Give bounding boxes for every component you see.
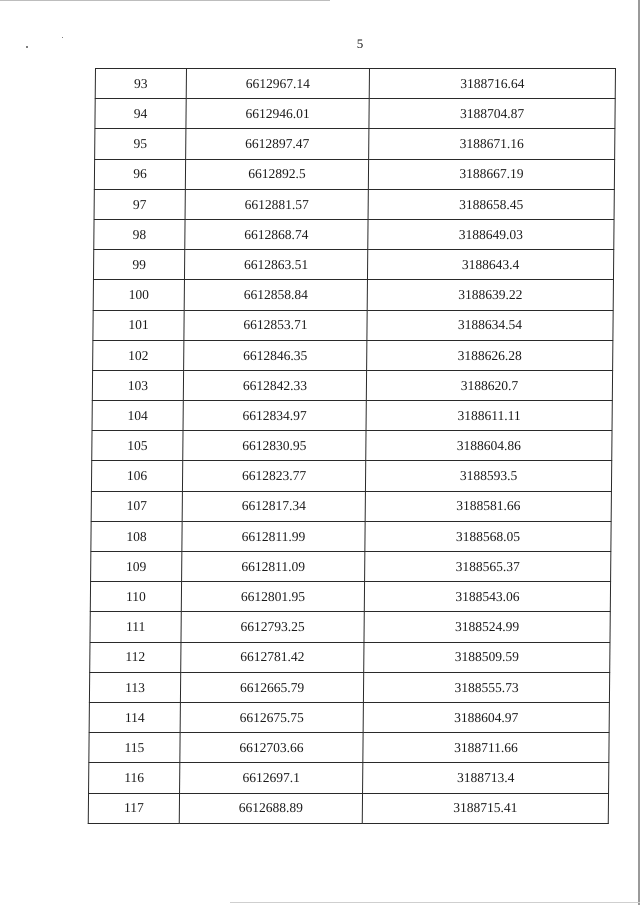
x-coordinate-cell: 6612897.47 — [186, 129, 369, 159]
x-coordinate-cell: 6612665.79 — [180, 672, 363, 702]
y-coordinate-cell: 3188509.59 — [364, 642, 610, 672]
point-number-cell: 98 — [94, 219, 185, 249]
table-row — [89, 702, 609, 732]
y-coordinate-cell: 3188626.28 — [367, 340, 613, 370]
x-coordinate-cell: 6612892.5 — [185, 159, 368, 189]
table-row — [90, 612, 610, 642]
x-coordinate-cell: 6612801.95 — [181, 582, 364, 612]
table-row — [94, 189, 614, 219]
point-number-cell: 117 — [88, 793, 179, 823]
point-number-cell: 99 — [93, 250, 184, 280]
coordinates-table — [88, 68, 616, 824]
point-number-cell: 101 — [93, 310, 184, 340]
y-coordinate-cell: 3188543.06 — [364, 582, 610, 612]
y-coordinate-cell: 3188604.97 — [363, 702, 609, 732]
x-coordinate-cell: 6612868.74 — [185, 219, 368, 249]
y-coordinate-cell: 3188524.99 — [364, 612, 610, 642]
y-coordinate-cell: 3188565.37 — [365, 552, 611, 582]
point-number-cell: 106 — [91, 461, 182, 491]
table-row — [93, 250, 613, 280]
x-coordinate-cell: 6612675.75 — [180, 702, 363, 732]
x-coordinate-cell: 6612842.33 — [183, 370, 366, 400]
table-row — [89, 672, 609, 702]
y-coordinate-cell: 3188711.66 — [363, 733, 609, 763]
table-row — [94, 219, 614, 249]
point-number-cell: 105 — [92, 431, 183, 461]
y-coordinate-cell: 3188568.05 — [365, 521, 611, 551]
table-row — [89, 763, 609, 793]
scan-bottom-edge-line — [230, 902, 640, 903]
y-coordinate-cell: 3188643.4 — [367, 250, 613, 280]
point-number-cell: 108 — [91, 521, 182, 551]
table-row — [90, 642, 610, 672]
x-coordinate-cell: 6612817.34 — [182, 491, 365, 521]
y-coordinate-cell: 3188713.4 — [363, 763, 609, 793]
point-number-cell: 109 — [91, 552, 182, 582]
x-coordinate-cell: 6612846.35 — [184, 340, 367, 370]
point-number-cell: 115 — [89, 733, 180, 763]
point-number-cell: 107 — [91, 491, 182, 521]
point-number-cell: 94 — [95, 99, 186, 129]
y-coordinate-cell: 3188716.64 — [369, 69, 615, 99]
table-row — [88, 793, 608, 823]
x-coordinate-cell: 6612793.25 — [181, 612, 364, 642]
x-coordinate-cell: 6612830.95 — [183, 431, 366, 461]
y-coordinate-cell: 3188667.19 — [368, 159, 614, 189]
x-coordinate-cell: 6612811.99 — [182, 521, 365, 551]
x-coordinate-cell: 6612811.09 — [182, 552, 365, 582]
scan-speck — [26, 46, 28, 48]
scan-top-edge-line — [0, 0, 330, 1]
y-coordinate-cell: 3188611.11 — [366, 401, 612, 431]
y-coordinate-cell: 3188634.54 — [367, 310, 613, 340]
table-row — [92, 370, 612, 400]
table-row — [89, 733, 609, 763]
page-number: 5 — [356, 36, 364, 51]
table-row — [93, 310, 613, 340]
point-number-cell: 95 — [95, 129, 186, 159]
point-number-cell: 113 — [89, 672, 180, 702]
table-row — [90, 582, 610, 612]
point-number-cell: 112 — [90, 642, 181, 672]
y-coordinate-cell: 3188639.22 — [367, 280, 613, 310]
table-row — [91, 521, 611, 551]
point-number-cell: 116 — [89, 763, 180, 793]
y-coordinate-cell: 3188715.41 — [362, 793, 608, 823]
table-row — [93, 340, 613, 370]
y-coordinate-cell: 3188620.7 — [366, 370, 612, 400]
x-coordinate-cell: 6612881.57 — [185, 189, 368, 219]
y-coordinate-cell: 3188658.45 — [368, 189, 614, 219]
table-row — [91, 491, 611, 521]
y-coordinate-cell: 3188604.86 — [366, 431, 612, 461]
x-coordinate-cell: 6612697.1 — [180, 763, 363, 793]
table-row — [95, 69, 615, 99]
point-number-cell: 102 — [93, 340, 184, 370]
x-coordinate-cell: 6612834.97 — [183, 401, 366, 431]
table-row — [91, 461, 611, 491]
table-row — [92, 401, 612, 431]
coordinates-table-body — [88, 69, 615, 824]
table-row — [93, 280, 613, 310]
point-number-cell: 104 — [92, 401, 183, 431]
x-coordinate-cell: 6612781.42 — [181, 642, 364, 672]
y-coordinate-cell: 3188555.73 — [363, 672, 609, 702]
x-coordinate-cell: 6612688.89 — [179, 793, 362, 823]
table-row — [94, 159, 614, 189]
point-number-cell: 110 — [90, 582, 181, 612]
x-coordinate-cell: 6612863.51 — [184, 250, 367, 280]
point-number-cell: 103 — [92, 370, 183, 400]
table-row — [92, 431, 612, 461]
point-number-cell: 93 — [95, 69, 186, 99]
point-number-cell: 114 — [89, 702, 180, 732]
table-row — [95, 99, 615, 129]
y-coordinate-cell: 3188671.16 — [369, 129, 615, 159]
x-coordinate-cell: 6612946.01 — [186, 99, 369, 129]
y-coordinate-cell: 3188593.5 — [365, 461, 611, 491]
x-coordinate-cell: 6612858.84 — [184, 280, 367, 310]
table-row — [91, 552, 611, 582]
x-coordinate-cell: 6612967.14 — [186, 69, 369, 99]
y-coordinate-cell: 3188704.87 — [369, 99, 615, 129]
point-number-cell: 96 — [94, 159, 185, 189]
scan-speck — [62, 37, 63, 38]
x-coordinate-cell: 6612823.77 — [182, 461, 365, 491]
table-row — [95, 129, 615, 159]
point-number-cell: 111 — [90, 612, 181, 642]
y-coordinate-cell: 3188649.03 — [368, 219, 614, 249]
x-coordinate-cell: 6612703.66 — [180, 733, 363, 763]
point-number-cell: 97 — [94, 189, 185, 219]
y-coordinate-cell: 3188581.66 — [365, 491, 611, 521]
point-number-cell: 100 — [93, 280, 184, 310]
x-coordinate-cell: 6612853.71 — [184, 310, 367, 340]
